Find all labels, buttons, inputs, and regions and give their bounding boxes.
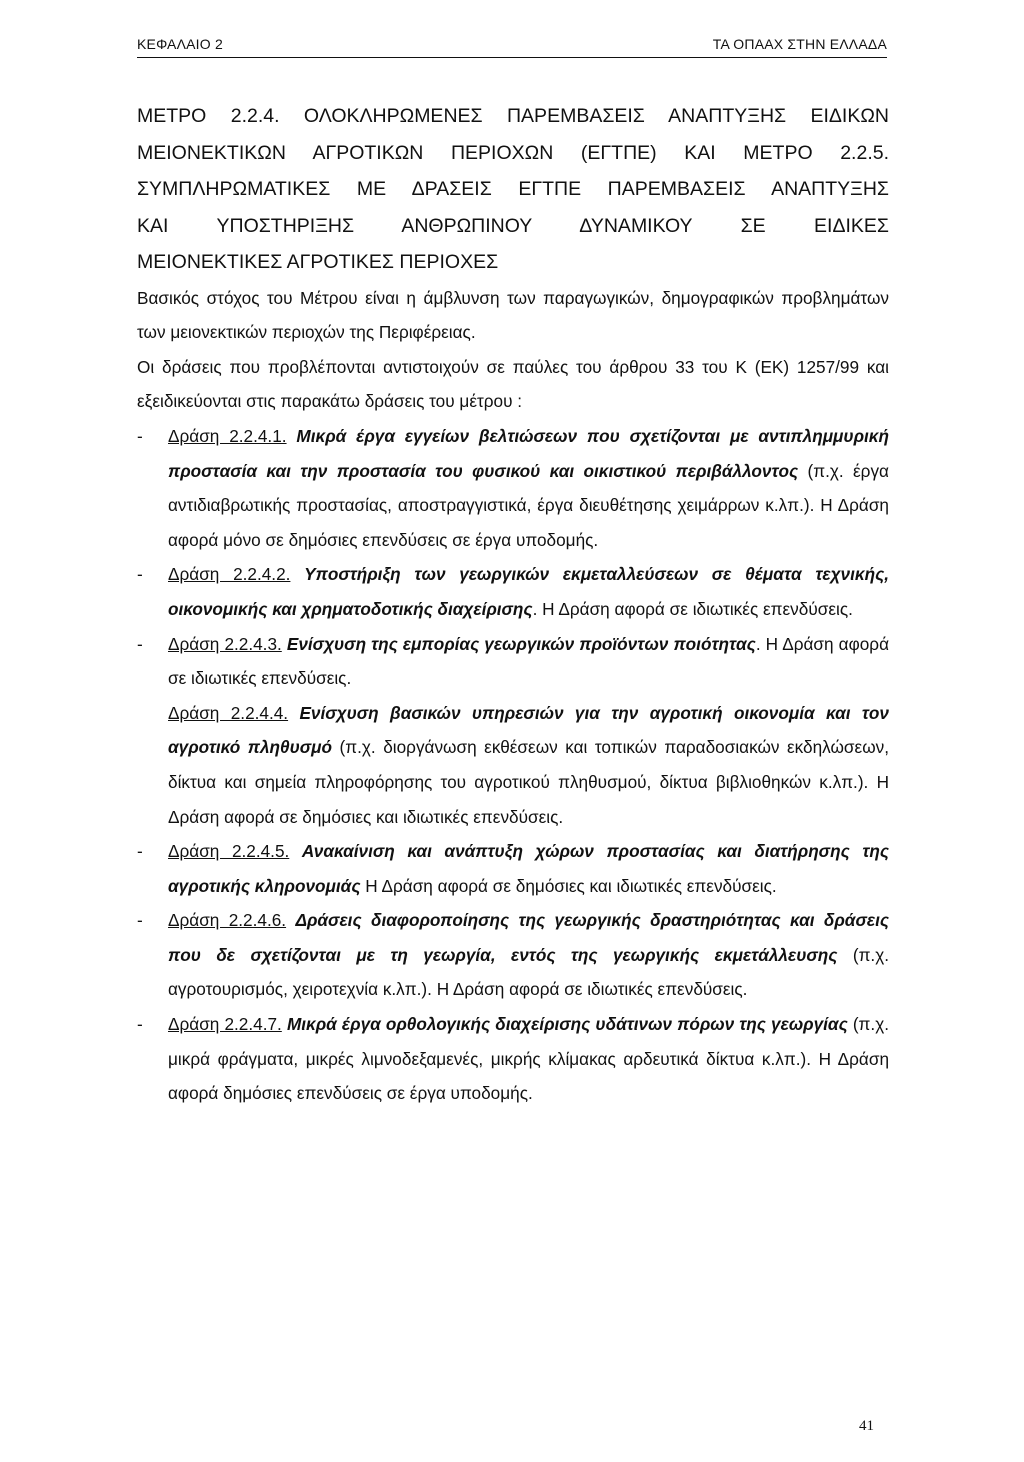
action-title: Ενίσχυση της εμπορίας γεωργικών προϊόντων ποιότητας bbox=[286, 633, 756, 654]
action-item bbox=[137, 627, 889, 696]
action-label: Δράση 2.2.4.3. bbox=[168, 633, 282, 654]
action-text: Η Δράση αφορά σε δημόσιες και ιδιωτικές επενδύσεις. bbox=[360, 875, 777, 896]
title-line: ΜΕΙΟΝΕΚΤΙΚΩΝ ΑΓΡΟΤΙΚΩΝ ΠΕΡΙΟΧΩΝ (ΕΓΤΠΕ) ΚΑΙ ΜΕΤΡΟ 2.2.5. bbox=[137, 141, 889, 164]
action-title: Ανακαίνιση και ανάπτυξη χώρων προστασίας και διατήρησης της αγροτικής κληρονομιάς bbox=[168, 841, 889, 896]
intro-paragraph: Βασικός στόχος του Μέτρου είναι η άμβλυνση των παραγωγικών, δημογραφικών προβλημάτων των μειονεκτικών περιοχών της Περιφέρειας. bbox=[137, 287, 889, 343]
chapter-label: ΚΕΦΑΛΑΙΟ 2 bbox=[137, 36, 223, 52]
action-text: (π.χ. αγροτουρισμός, χειροτεχνία κ.λπ.). Η Δράση αφορά σε ιδιωτικές επενδύσεις. bbox=[168, 944, 889, 1000]
title-line: ΣΥΜΠΛΗΡΩΜΑΤΙΚΕΣ ΜΕ ΔΡΑΣΕΙΣ ΕΓΤΠΕ ΠΑΡΕΜΒΑΣΕΙΣ ΑΝΑΠΤΥΞΗΣ bbox=[137, 178, 889, 201]
action-title: Δράσεις διαφοροποίησης της γεωργικής δραστηριότητας και δράσεις που δε σχετίζονται με τη γεωργία, εντός της γεωργικής εκμετάλλευσης bbox=[168, 910, 889, 965]
action-label: Δράση 2.2.4.4. bbox=[168, 702, 289, 723]
action-item bbox=[137, 834, 889, 903]
action-item bbox=[137, 419, 889, 557]
action-item bbox=[137, 903, 889, 1007]
list-dash: - bbox=[137, 841, 143, 862]
action-title: Ενίσχυση βασικών υπηρεσιών για την αγροτική οικονομία και τον αγροτικό πληθυσμό bbox=[168, 702, 889, 758]
list-dash: - bbox=[137, 910, 143, 931]
action-item bbox=[137, 557, 889, 626]
intro-paragraph: Οι δράσεις που προβλέπονται αντιστοιχούν σε παύλες του άρθρου 33 του Κ (ΕΚ) 1257/99 και εξειδικεύονται στις παρακάτω δράσεις του μέτρου : bbox=[137, 356, 889, 412]
measure-title bbox=[137, 98, 889, 281]
section-label: ΤΑ ΟΠΑΑΧ ΣΤΗΝ ΕΛΛΑΔΑ bbox=[712, 36, 887, 52]
action-title: Μικρά έργα ορθολογικής διαχείρισης υδάτινων πόρων της γεωργίας bbox=[286, 1014, 848, 1035]
action-text: . Η Δράση αφορά σε ιδιωτικές επενδύσεις. bbox=[532, 598, 853, 619]
action-text: (π.χ. έργα αντιδιαβρωτικής προστασίας, αποστραγγιστικά, έργα διευθέτησης χειμάρρων κ.λπ.). Η Δράση αφορά μόνο σε δημόσιες επενδύσεις σε έργα υποδομής. bbox=[168, 460, 889, 550]
running-header bbox=[137, 36, 887, 54]
page-number: 41 bbox=[859, 1418, 874, 1434]
action-item bbox=[137, 1007, 889, 1111]
action-label: Δράση 2.2.4.2. bbox=[168, 564, 291, 585]
list-dash: - bbox=[137, 633, 143, 654]
list-dash: - bbox=[137, 564, 143, 585]
document-page bbox=[137, 0, 893, 1462]
title-line: ΜΕΙΟΝΕΚΤΙΚΕΣ ΑΓΡΟΤΙΚΕΣ ΠΕΡΙΟΧΕΣ bbox=[137, 251, 499, 274]
action-text: . Η Δράση αφορά σε ιδιωτικές επενδύσεις. bbox=[168, 633, 890, 689]
action-label: Δράση 2.2.4.6. bbox=[168, 910, 287, 931]
title-line: ΜΕΤΡΟ 2.2.4. ΟΛΟΚΛΗΡΩΜΕΝΕΣ ΠΑΡΕΜΒΑΣΕΙΣ ΑΝΑΠΤΥΞΗΣ ΕΙΔΙΚΩΝ bbox=[137, 105, 889, 127]
list-dash: - bbox=[137, 425, 143, 446]
action-text: (π.χ. μικρά φράγματα, μικρές λιμνοδεξαμενές, μικρής κλίμακας αρδευτικά δίκτυα κ.λπ.). Η Δράση αφορά δημόσιες επενδύσεις σε έργα υποδομής. bbox=[168, 1014, 889, 1104]
action-label: Δράση 2.2.4.1. bbox=[168, 425, 287, 446]
action-text: (π.χ. διοργάνωση εκθέσεων και τοπικών παραδοσιακών εκδηλώσεων, δίκτυα και σημεία πληροφόρησης του αγροτικού πληθυσμού, δίκτυα βιβλιοθηκών κ.λπ.). Η Δράση αφορά σε δημόσιες και ιδιωτικές επενδύσεις. bbox=[168, 737, 889, 827]
action-title: Υποστήριξη των γεωργικών εκμεταλλεύσεων σε θέματα τεχνικής, οικονομικής και χρηματοδοτικής διαχείρισης bbox=[168, 564, 890, 619]
action-item bbox=[137, 696, 889, 834]
main-content bbox=[137, 98, 889, 1111]
title-line: ΚΑΙ ΥΠΟΣΤΗΡΙΞΗΣ ΑΝΘΡΩΠΙΝΟΥ ΔΥΝΑΜΙΚΟΥ ΣΕ ΕΙΔΙΚΕΣ bbox=[137, 214, 889, 237]
action-label: Δράση 2.2.4.5. bbox=[168, 841, 290, 862]
header-rule bbox=[137, 57, 887, 58]
action-label: Δράση 2.2.4.7. bbox=[168, 1014, 282, 1035]
action-title: Μικρά έργα εγγείων βελτιώσεων που σχετίζονται με αντιπλημμυρική προστασία και την προστασία του φυσικού και οικιστικού περιβάλλοντος bbox=[168, 425, 889, 481]
list-dash: - bbox=[137, 1014, 143, 1035]
